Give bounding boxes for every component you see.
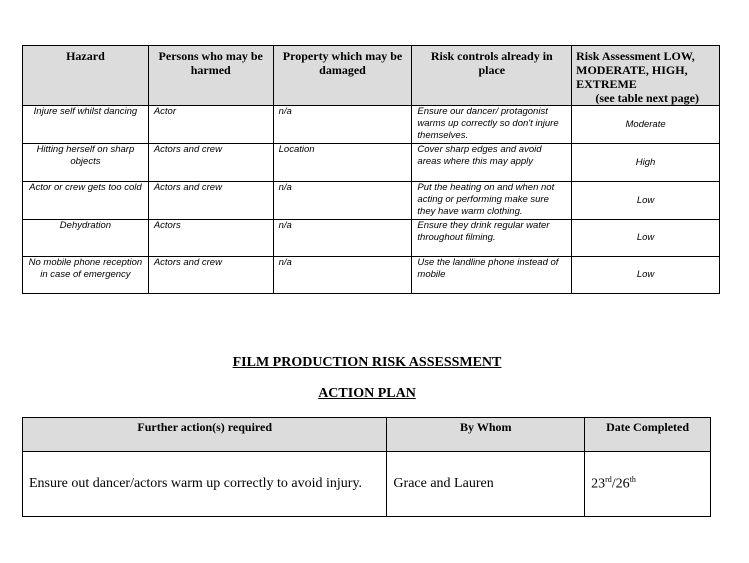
cell-property: n/a bbox=[273, 257, 412, 294]
cell-property: n/a bbox=[273, 106, 412, 144]
cell-property: n/a bbox=[273, 182, 412, 220]
cell-persons: Actors and crew bbox=[148, 182, 273, 220]
document-subtitle: ACTION PLAN bbox=[318, 386, 416, 401]
header-assessment-line2: MODERATE, HIGH, bbox=[576, 63, 688, 77]
cell-persons: Actors and crew bbox=[148, 257, 273, 294]
date-suffix-a: rd bbox=[605, 475, 612, 485]
cell-persons: Actor bbox=[148, 106, 273, 144]
cell-rating: Low bbox=[572, 257, 720, 294]
cell-controls: Ensure they drink regular water throughout filming. bbox=[412, 220, 572, 257]
header-assessment-line1: Risk Assessment LOW, bbox=[576, 49, 695, 63]
cell-action: Ensure out dancer/actors warm up correctly to avoid injury. bbox=[23, 452, 387, 517]
header-further-action: Further action(s) required bbox=[23, 418, 387, 452]
cell-rating: High bbox=[572, 144, 720, 182]
cell-persons: Actors and crew bbox=[148, 144, 273, 182]
header-assessment-line3: EXTREME bbox=[576, 77, 637, 91]
risk-assessment-table bbox=[22, 45, 720, 294]
cell-rating: Low bbox=[572, 220, 720, 257]
table-row bbox=[23, 106, 720, 144]
cell-hazard: Actor or crew gets too cold bbox=[23, 182, 149, 220]
header-date-completed: Date Completed bbox=[585, 418, 711, 452]
cell-hazard: No mobile phone reception in case of emergency bbox=[23, 257, 149, 294]
date-day-a: 23 bbox=[591, 476, 606, 492]
cell-hazard: Dehydration bbox=[23, 220, 149, 257]
table-row bbox=[23, 182, 720, 220]
header-property: Property which may be damaged bbox=[273, 46, 412, 106]
cell-property: Location bbox=[273, 144, 412, 182]
header-controls: Risk controls already in place bbox=[412, 46, 572, 106]
action-plan-table bbox=[22, 417, 711, 517]
header-risk-assessment bbox=[572, 46, 720, 106]
cell-controls: Use the landline phone instead of mobile bbox=[412, 257, 572, 294]
table-row bbox=[23, 220, 720, 257]
cell-hazard: Hitting herself on sharp objects bbox=[23, 144, 149, 182]
header-assessment-line4: (see table next page) bbox=[595, 91, 699, 105]
header-persons: Persons who may be harmed bbox=[148, 46, 273, 106]
risk-table-header-row bbox=[23, 46, 720, 106]
cell-controls: Ensure our dancer/ protagonist warms up correctly so don't injure themselves. bbox=[412, 106, 572, 144]
cell-controls: Put the heating on and when not acting or performing make sure they have warm clothing. bbox=[412, 182, 572, 220]
table-row bbox=[23, 144, 720, 182]
cell-persons: Actors bbox=[148, 220, 273, 257]
action-table-header-row bbox=[23, 418, 711, 452]
date-suffix-b: th bbox=[629, 475, 636, 485]
cell-rating: Moderate bbox=[572, 106, 720, 144]
header-by-whom: By Whom bbox=[387, 418, 585, 452]
cell-hazard: Injure self whilst dancing bbox=[23, 106, 149, 144]
date-separator: /26 bbox=[611, 476, 630, 492]
cell-date-completed bbox=[585, 452, 711, 517]
cell-property: n/a bbox=[273, 220, 412, 257]
cell-controls: Cover sharp edges and avoid areas where this may apply bbox=[412, 144, 572, 182]
table-row bbox=[23, 257, 720, 294]
cell-by-whom: Grace and Lauren bbox=[387, 452, 585, 517]
document-title: FILM PRODUCTION RISK ASSESSMENT bbox=[232, 355, 502, 370]
cell-rating: Low bbox=[572, 182, 720, 220]
header-hazard: Hazard bbox=[23, 46, 149, 106]
table-row bbox=[23, 452, 711, 517]
